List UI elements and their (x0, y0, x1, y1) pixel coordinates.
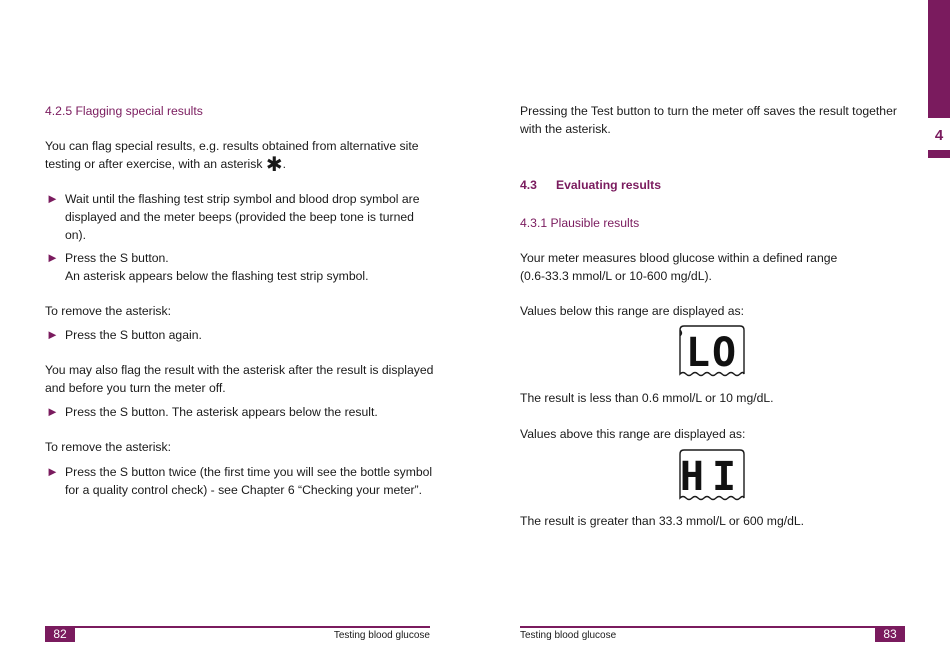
remove-asterisk-label-1: To remove the asterisk: (45, 304, 171, 318)
lcd-hi-text: HI (679, 454, 745, 500)
test-button-paragraph: Pressing the Test button to turn the meter off saves the result together with the asterisk. (520, 104, 897, 136)
bullet-press-s-twice (45, 463, 437, 499)
bullet-press-s (45, 249, 437, 285)
running-head: Testing blood glucose (520, 630, 617, 641)
subheading-flagging: 4.2.5 Flagging special results (45, 104, 203, 118)
subheading-plausible: 4.3.1 Plausible results (520, 216, 640, 230)
chapter-tab-marker (928, 150, 950, 158)
chapter-tab-number: 4 (934, 127, 944, 144)
bullet-press-s-result (45, 403, 437, 421)
remove-asterisk-label-2: To remove the asterisk: (45, 440, 171, 454)
section-number: 4.3 (520, 178, 537, 192)
triangle-bullet-icon: ► (46, 404, 59, 419)
bullet-text: Press the S button. The asterisk appears below the result. (65, 405, 378, 419)
above-range-result: The result is greater than 33.3 mmol/L or 600 mg/dL. (520, 514, 805, 528)
asterisk-icon: ✱ (265, 154, 283, 176)
page-number: 82 (45, 626, 75, 642)
section-heading (520, 176, 905, 194)
footer-rule (520, 626, 905, 628)
triangle-bullet-icon: ► (46, 191, 59, 206)
intro-paragraph: You can flag special results, e.g. results obtained from alternative site testing or after exercise, with an asterisk ✱. (45, 139, 419, 176)
range-paragraph (520, 249, 905, 285)
flag-after-paragraph: You may also flag the result with the asterisk after the result is displayed and before you turn the meter off. (45, 363, 434, 395)
bullet-text: Press the S button twice (the first time you will see the bottle symbol for a quality control check) - see Chapter 6 “Checking your meter”. (65, 465, 433, 497)
bullet-press-s-again (45, 326, 437, 344)
page-number: 83 (875, 626, 905, 642)
above-range-intro: Values above this range are displayed as: (520, 427, 746, 441)
range-line-1: Your meter measures blood glucose within a defined range (520, 251, 838, 265)
chapter-tab-bar (928, 0, 950, 118)
bullet-text: Wait until the flashing test strip symbol and blood drop symbol are displayed and the meter beeps (provided the beep tone is turned on). (65, 192, 420, 242)
footer-left (45, 626, 430, 642)
footer-right (520, 626, 905, 642)
footer-rule (45, 626, 430, 628)
triangle-bullet-icon: ► (46, 327, 59, 342)
range-line-2: (0.6-33.3 mmol/L or 10-600 mg/dL). (520, 269, 712, 283)
section-title: Evaluating results (556, 178, 661, 192)
bullet-text: Press the S button again. (65, 328, 202, 342)
triangle-bullet-icon: ► (46, 250, 59, 265)
lcd-lo-text: LO (685, 330, 739, 376)
lcd-display-icon (678, 448, 746, 506)
intro-line-2: testing or after exercise, with an asterisk (45, 157, 263, 171)
intro-line-1: You can flag special results, e.g. results obtained from alternative site (45, 139, 419, 153)
below-range-intro: Values below this range are displayed as: (520, 304, 745, 318)
bullet-wait (45, 190, 437, 244)
below-range-result: The result is less than 0.6 mmol/L or 10 mg/dL. (520, 391, 774, 405)
bullet-text-line-2: An asterisk appears below the flashing test strip symbol. (65, 269, 369, 283)
running-head: Testing blood glucose (333, 630, 430, 641)
triangle-bullet-icon: ► (46, 464, 59, 479)
lcd-display-icon (678, 324, 746, 382)
bullet-text-line-1: Press the S button. (65, 251, 169, 265)
